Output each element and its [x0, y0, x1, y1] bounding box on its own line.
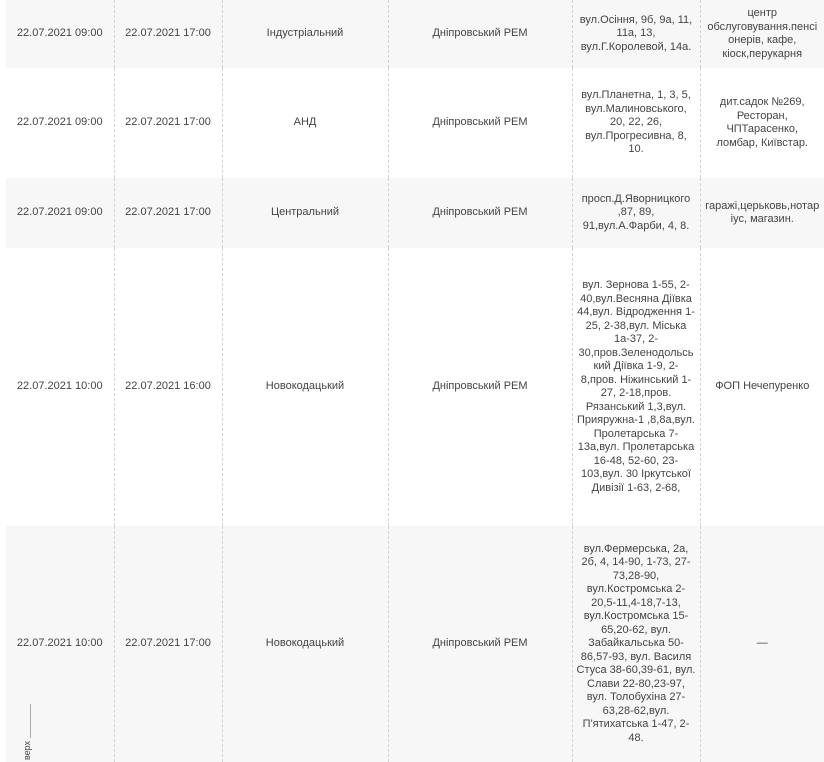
start-time-cell: 22.07.2021 10:00: [6, 248, 114, 526]
scroll-line-icon: [30, 704, 31, 738]
rem-cell: Дніпровський РЕМ: [388, 526, 572, 762]
district-cell: Новокодацький: [222, 248, 388, 526]
table-row: [6, 248, 824, 526]
addresses-cell: просп.Д.Яворницкого ,87, 89, 91,вул.А.Фарби, 4, 8.: [572, 178, 700, 248]
end-time-cell: 22.07.2021 17:00: [114, 526, 222, 762]
end-time-cell: 22.07.2021 17:00: [114, 68, 222, 178]
rem-cell: Дніпровський РЕМ: [388, 178, 572, 248]
table-row: [6, 0, 824, 68]
objects-cell: ФОП Нечепуренко: [700, 248, 824, 526]
rem-cell: Дніпровський РЕМ: [388, 68, 572, 178]
district-cell: АНД: [222, 68, 388, 178]
rem-cell: Дніпровський РЕМ: [388, 0, 572, 68]
table-row: [6, 68, 824, 178]
scroll-to-top-label: верх: [22, 740, 32, 760]
start-time-cell: 22.07.2021 09:00: [6, 68, 114, 178]
district-cell: Новокодацький: [222, 526, 388, 762]
addresses-cell: вул.Планетна, 1, 3, 5, вул.Малиновського, 20, 22, 26, вул.Прогресивна, 8, 10.: [572, 68, 700, 178]
end-time-cell: 22.07.2021 17:00: [114, 0, 222, 68]
objects-cell: —: [700, 526, 824, 762]
table-row: [6, 526, 824, 762]
start-time-cell: 22.07.2021 10:00: [6, 526, 114, 762]
addresses-cell: вул.Осіння, 9б, 9а, 11, 11а, 13, вул.Г.Королевой, 14а.: [572, 0, 700, 68]
objects-cell: дит.садок №269, Ресторан, ЧПТарасенко, ломбар, Київстар.: [700, 68, 824, 178]
outage-schedule-table: [6, 0, 824, 762]
start-time-cell: 22.07.2021 09:00: [6, 178, 114, 248]
addresses-cell: вул.Фермерська, 2а, 2б, 4, 14-90, 1-73, 27-73,28-90, вул.Костромська 2-20,5-11,4-18,7-13, вул.Костромська 15-65,20-62, вул. Забайкальська 50-86,57-93, вул. Василя Стуса 38-60,39-61, вул. Слави 22-80,23-97, вул. Толобухіна 27-63,28-62,вул. П'ятихатська 1-47, 2-48.: [572, 526, 700, 762]
objects-cell: гаражі,церьковь,нотаріус, магазин.: [700, 178, 824, 248]
table-row: [6, 178, 824, 248]
district-cell: Центральний: [222, 178, 388, 248]
objects-cell: центр обслуговування.пенсіонерів, кафе, кіоск,перукарня: [700, 0, 824, 68]
end-time-cell: 22.07.2021 16:00: [114, 248, 222, 526]
end-time-cell: 22.07.2021 17:00: [114, 178, 222, 248]
district-cell: Індустріальний: [222, 0, 388, 68]
scroll-to-top-button[interactable]: [22, 700, 38, 762]
rem-cell: Дніпровський РЕМ: [388, 248, 572, 526]
start-time-cell: 22.07.2021 09:00: [6, 0, 114, 68]
addresses-cell: вул. Зернова 1-55, 2-40,вул.Весняна Діївка 44,вул. Відродження 1-25, 2-38,вул. Міська 1а-37, 2-30,пров.Зеленодольський Діївка 1-9, 2-8,пров. Ніжинський 1-27, 2-18,пров. Рязанський 1,3,вул. Прияружна-1 ,8,8а,вул. Пролетарська 7-13а,вул. Пролетарська 16-48, 52-60, 23-103,вул. 30 Іркутської Дивізії 1-63, 2-68,: [572, 248, 700, 526]
